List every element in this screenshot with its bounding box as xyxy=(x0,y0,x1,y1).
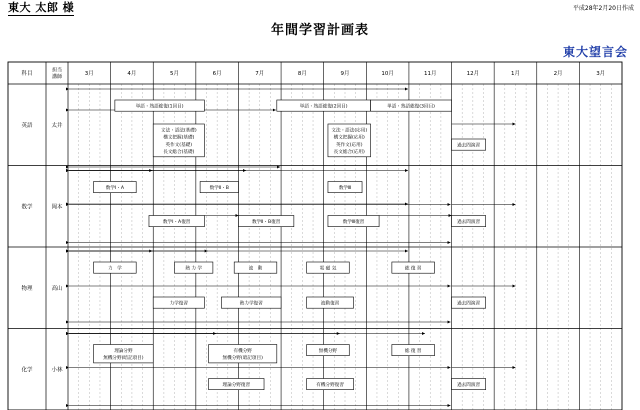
header-teacher-line1: 担当 xyxy=(51,67,63,74)
task-label: 無機分野(暗記項目) xyxy=(222,356,263,362)
task-label: 理論分野復習 xyxy=(222,382,251,388)
header-subject: 科目 xyxy=(21,71,33,77)
task-label: 力学復習 xyxy=(169,301,188,307)
month-label: 12月 xyxy=(466,71,480,77)
task-label: 文法・語法(応用) xyxy=(331,128,368,134)
task-label: 熱 力 学 xyxy=(185,266,203,272)
task-label: 長文総合(基礎) xyxy=(163,150,195,155)
teacher-name: 小林 xyxy=(51,367,63,374)
month-label: 8月 xyxy=(297,71,307,77)
task-label: 数学Ⅱ・B xyxy=(209,185,229,191)
task-label: 構文把握(応用) xyxy=(333,135,365,141)
task-label: 無機分野 xyxy=(318,348,338,354)
subject-name: 物理 xyxy=(21,285,33,292)
task-label: 過去問演習 xyxy=(457,382,481,388)
task-label: 数学Ⅰ・A復習 xyxy=(162,219,191,225)
month-label: 11月 xyxy=(423,71,437,77)
page-title: 年間学習計画表 xyxy=(270,23,369,38)
month-label: 5月 xyxy=(170,71,180,77)
month-label: 1月 xyxy=(510,71,520,77)
task-label: 総 復 習 xyxy=(404,348,422,354)
month-label: 3月 xyxy=(84,71,94,77)
task-label: 長文総合(応用) xyxy=(333,150,365,155)
task-label: 力 学 xyxy=(107,266,122,272)
task-label: 過去問演習 xyxy=(457,219,481,225)
month-label: 7月 xyxy=(255,71,265,77)
month-label: 2月 xyxy=(553,71,563,77)
task-label: 熱力学復習 xyxy=(239,301,263,307)
subject-name: 英語 xyxy=(21,122,33,129)
task-label: 過去問演習 xyxy=(457,143,481,149)
teacher-name: 岡本 xyxy=(51,204,63,211)
creation-date: 平成28年2月20日作成 xyxy=(572,5,634,12)
brand-logo: 東大望言会 xyxy=(562,45,628,59)
task-label: 過去問演習 xyxy=(457,301,481,307)
task-label: 英作文(応用) xyxy=(335,142,363,148)
task-label: 構文把握(基礎) xyxy=(163,135,195,141)
header-teacher-line2: 講師 xyxy=(51,74,63,80)
task-label: 波 動 xyxy=(248,266,263,272)
task-label: 数学Ⅲ復習 xyxy=(342,219,365,225)
task-label: 数学Ⅱ・B復習 xyxy=(251,219,281,225)
task-label: 英作文(基礎) xyxy=(165,142,193,148)
month-label: 9月 xyxy=(340,71,350,77)
month-label: 4月 xyxy=(127,71,137,77)
task-label: 単語・熟語総復(3回目) xyxy=(387,104,435,110)
task-label: 数学Ⅰ・A xyxy=(105,185,125,191)
task-label: 有機分野 xyxy=(233,348,252,354)
task-label: 文法・語法(基礎) xyxy=(160,128,197,134)
subject-name: 数学 xyxy=(21,204,33,211)
month-label: 10月 xyxy=(381,71,394,77)
teacher-name: 高山 xyxy=(51,285,63,292)
task-label: 電 磁 気 xyxy=(319,266,337,272)
student-name: 東大 太郎 様 xyxy=(8,1,75,14)
teacher-name: 太井 xyxy=(51,122,63,129)
subject-name: 化学 xyxy=(21,367,33,374)
task-label: 有機分野復習 xyxy=(316,382,344,388)
task-label: 数学Ⅲ xyxy=(338,185,352,191)
task-label: 単語・熟語総復(1回目) xyxy=(135,104,184,110)
task-label: 無機分野(暗記項目) xyxy=(103,356,144,362)
task-label: 波動復習 xyxy=(320,301,340,307)
task-label: 理論分野 xyxy=(114,348,133,354)
month-label: 3月 xyxy=(596,71,606,77)
month-label: 6月 xyxy=(212,71,222,77)
task-label: 総 復 習 xyxy=(404,266,422,272)
task-label: 単語・熟語総復(2回目) xyxy=(299,104,348,110)
